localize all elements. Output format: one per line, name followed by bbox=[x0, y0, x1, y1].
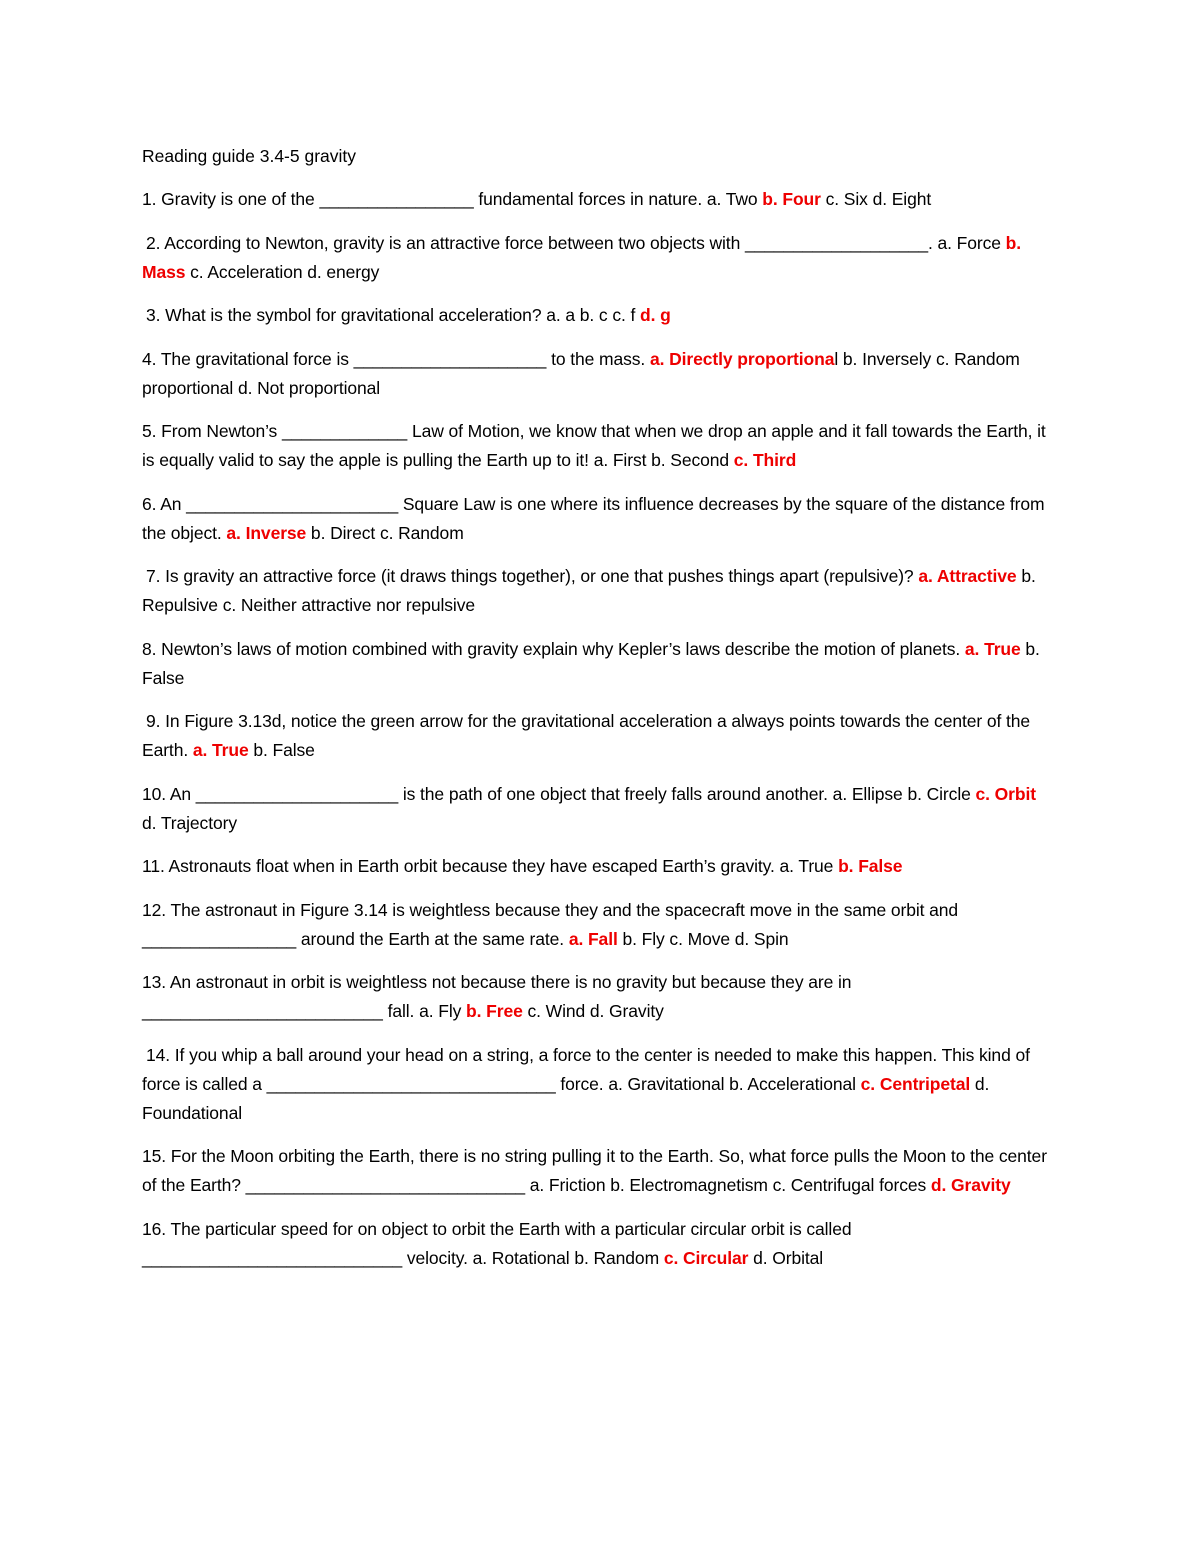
question-16 bbox=[142, 1215, 1052, 1273]
question-2 bbox=[142, 229, 1052, 287]
question-text: d. Foundational bbox=[142, 1073, 990, 1123]
question-text: c. Wind d. Gravity bbox=[522, 1001, 664, 1021]
document-title: Reading guide 3.4-5 gravity bbox=[142, 146, 357, 166]
question-text: b. Fly c. Move d. Spin bbox=[617, 928, 789, 949]
question-text: 5. From Newton’s _____________ Law of Motion, we know that when we drop an apple and it fall towards the Earth, it is equally valid to say the apple is pulling the Earth up to it! a. First b. Second bbox=[142, 421, 1046, 470]
question-text: l b. Inversely c. Random proportional d. Not proportional bbox=[142, 348, 1020, 398]
answer-highlight: c. Centripetal bbox=[860, 1073, 971, 1094]
answer-highlight: a. Directly proportiona bbox=[649, 348, 835, 369]
answer-highlight: c. Third bbox=[733, 450, 797, 470]
answer-highlight: b. False bbox=[838, 856, 903, 876]
question-text: 9. In Figure 3.13d, notice the green arrow for the gravitational acceleration a always points towards the center of the Earth. bbox=[142, 711, 1031, 760]
question-3 bbox=[142, 301, 1052, 330]
question-text: c. Acceleration d. energy bbox=[185, 261, 380, 282]
question-12 bbox=[142, 896, 1052, 954]
answer-highlight: a. True bbox=[192, 740, 249, 760]
question-text: 8. Newton’s laws of motion combined with gravity explain why Kepler’s laws describe the motion of planets. bbox=[142, 638, 965, 659]
question-text: 13. An astronaut in orbit is weightless not because there is no gravity but because they are in _________________________ fall. a. Fly bbox=[142, 972, 852, 1021]
question-text: b. Direct c. Random bbox=[306, 522, 464, 543]
question-text: 11. Astronauts float when in Earth orbit because they have escaped Earth’s gravity. a. True bbox=[142, 856, 839, 876]
question-14 bbox=[142, 1041, 1052, 1128]
question-text: 16. The particular speed for on object to orbit the Earth with a particular circular orbit is called ___________________________ velocity. a. Rotational b. Random bbox=[142, 1218, 852, 1268]
question-text: 2. According to Newton, gravity is an attractive force between two objects with ___________________. a. Force bbox=[146, 232, 1006, 253]
question-15 bbox=[142, 1142, 1052, 1200]
question-text: b. Repulsive c. Neither attractive nor repulsive bbox=[142, 566, 1036, 615]
answer-highlight: a. Attractive bbox=[918, 566, 1017, 586]
question-text: 1. Gravity is one of the ________________ fundamental forces in nature. a. Two bbox=[142, 189, 763, 209]
document-content bbox=[142, 142, 1052, 1287]
answer-highlight: b. Free bbox=[466, 1001, 523, 1021]
question-8 bbox=[142, 635, 1052, 693]
answer-highlight: d. Gravity bbox=[930, 1175, 1011, 1195]
question-text: d. Trajectory bbox=[142, 812, 237, 833]
question-text: 6. An ______________________ Square Law is one where its influence decreases by the square of the distance from the object. bbox=[142, 493, 1045, 543]
question-text: d. Orbital bbox=[748, 1247, 824, 1268]
answer-highlight: d. g bbox=[640, 305, 671, 325]
question-text: 15. For the Moon orbiting the Earth, there is no string pulling it to the Earth. So, what force pulls the Moon to the center of the Earth? _____________________________ a. Friction b. Electromagnetism c. Centrifugal forces bbox=[142, 1146, 1047, 1195]
answer-highlight: c. Circular bbox=[663, 1247, 749, 1268]
question-text: b. False bbox=[142, 638, 1040, 688]
question-text: 14. If you whip a ball around your head on a string, a force to the center is needed to make this happen. This kind of force is called a ______________________________ force. a. Gravitational b. Accelerational bbox=[142, 1044, 1030, 1094]
answer-highlight: c. Orbit bbox=[975, 783, 1036, 804]
question-5 bbox=[142, 417, 1052, 475]
question-text: 10. An _____________________ is the path of one object that freely falls around another. a. Ellipse b. Circle bbox=[142, 783, 976, 804]
question-1 bbox=[142, 185, 1052, 214]
answer-highlight: a. Inverse bbox=[226, 522, 307, 543]
answer-highlight: a. True bbox=[964, 638, 1021, 659]
question-text: b. False bbox=[248, 740, 315, 760]
question-text: 7. Is gravity an attractive force (it draws things together), or one that pushes things apart (repulsive)? bbox=[146, 566, 919, 586]
answer-highlight: b. Four bbox=[762, 189, 821, 209]
question-13 bbox=[142, 968, 1052, 1026]
question-11 bbox=[142, 852, 1052, 881]
question-7 bbox=[142, 562, 1052, 620]
answer-highlight: b. Mass bbox=[142, 232, 1022, 282]
question-9 bbox=[142, 707, 1052, 765]
question-text: 3. What is the symbol for gravitational acceleration? a. a b. c c. f bbox=[146, 305, 641, 325]
question-list bbox=[142, 185, 1052, 1273]
question-10 bbox=[142, 780, 1052, 838]
question-text: 12. The astronaut in Figure 3.14 is weightless because they and the spacecraft move in the same orbit and ________________ around the Earth at the same rate. bbox=[142, 899, 959, 949]
question-4 bbox=[142, 345, 1052, 403]
question-text: c. Six d. Eight bbox=[820, 189, 932, 209]
answer-highlight: a. Fall bbox=[568, 928, 618, 949]
question-6 bbox=[142, 490, 1052, 548]
question-text: 4. The gravitational force is ____________________ to the mass. bbox=[142, 348, 650, 369]
